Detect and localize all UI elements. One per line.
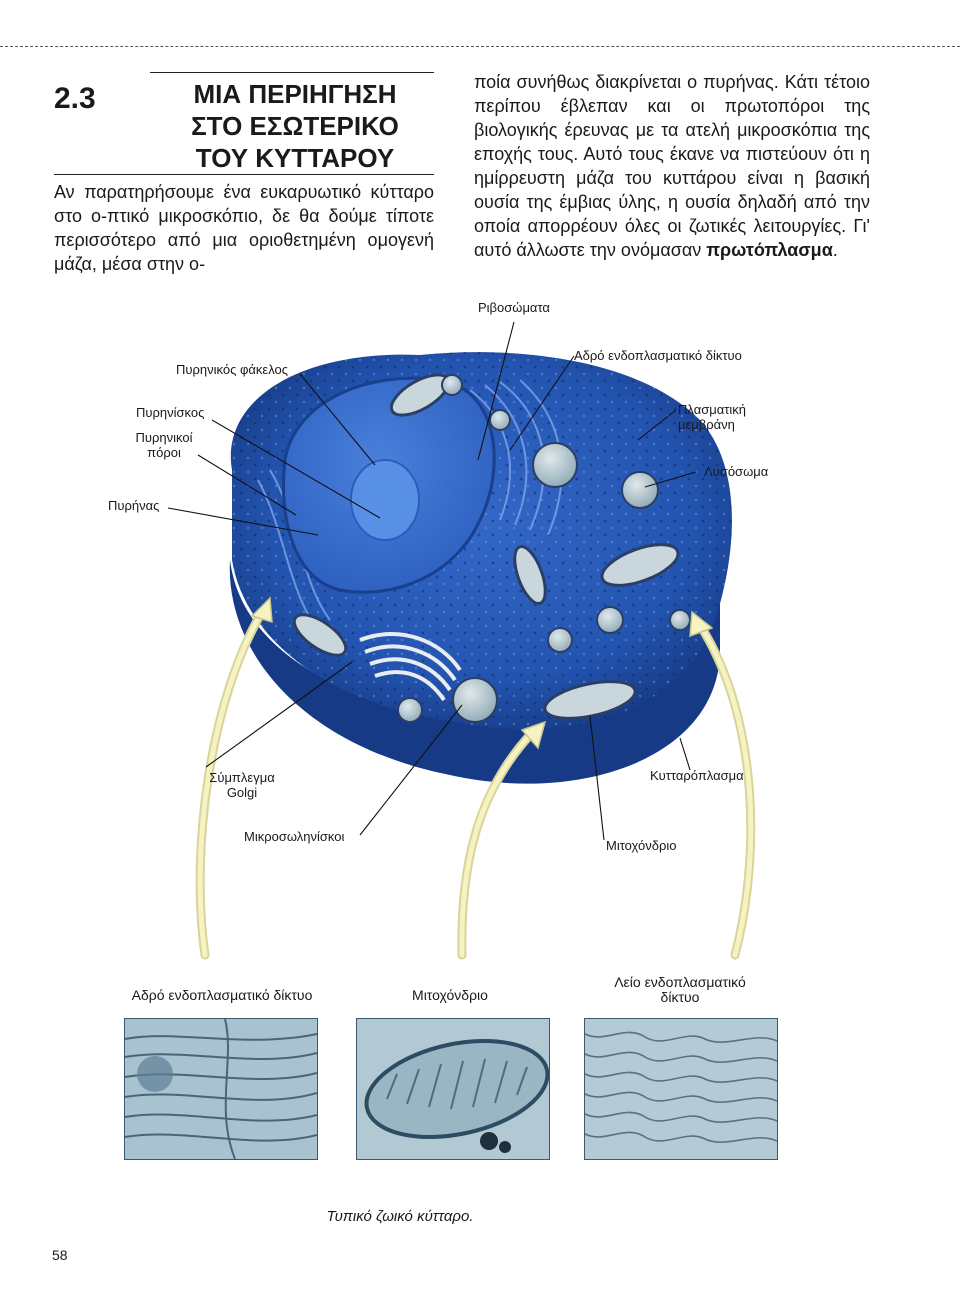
micrograph-label-smooth-er xyxy=(600,975,760,1005)
label-nuclear-pores-line-1: Πυρηνικοί xyxy=(135,430,193,445)
label-plasma-membrane-line-1: Πλασματική xyxy=(678,402,746,417)
label-plasma-membrane xyxy=(678,402,746,432)
label-nuclear-pores xyxy=(124,430,204,460)
micrograph-label-mitochondrion: Μιτοχόνδριο xyxy=(412,987,488,1003)
micrograph-smooth-er xyxy=(584,1018,778,1160)
label-ribosomes: Ριβοσώματα xyxy=(478,300,550,315)
label-microtubules: Μικροσωληνίσκοι xyxy=(244,829,345,844)
right-paragraph-end: . xyxy=(832,240,838,260)
micrograph-mitochondrion xyxy=(356,1018,550,1160)
label-nuclear-envelope: Πυρηνικός φάκελος xyxy=(176,362,288,377)
micrograph-rough-er xyxy=(124,1018,318,1160)
title-line-3: ΤΟΥ ΚΥΤΤΑΡΟΥ xyxy=(195,143,395,173)
title-line-1: ΜΙΑ ΠΕΡΙΗΓΗΣΗ xyxy=(193,79,397,109)
right-paragraph-text: ποία συνήθως διακρίνεται ο πυρήνας. Κάτι τέτοιο περίπου έβλεπαν και οι πρωτοπόροι της βιολογικής έρευνας με τα ατελή μικροσκόπια της εποχής τους. Αυτό τους έκανε να πιστεύουν ότι η ημίρρευστη μάζα του κυττάρου είναι η βασική ουσία της έμβιας ύλης, η ουσία δηλαδή από την οποία απορρέουν όλες οι ζωτικές λειτουργίες. Γι' αυτό άλλωστε την ονόμασαν xyxy=(474,72,870,260)
left-paragraph: Αν παρατηρήσουμε ένα ευκαρυωτικό κύτταρο στο ο-πτικό μικροσκόπιο, δε θα δούμε τίποτε περισσότερο από μια οριοθετημένη ομογενή μάζα, μέσα στην ο- xyxy=(54,182,434,274)
page-number: 58 xyxy=(52,1247,68,1263)
section-number: 2.3 xyxy=(54,82,96,115)
micrograph-label-rough-er: Αδρό ενδοπλασματικό δίκτυο xyxy=(131,987,313,1003)
figure-caption: Τυπικό ζωικό κύτταρο. xyxy=(326,1208,474,1225)
label-mitochondrion: Μιτοχόνδριο xyxy=(606,838,677,853)
protoplasm-term: πρωτόπλασμα xyxy=(706,240,833,260)
label-rough-er: Αδρό ενδοπλασματικό δίκτυο xyxy=(574,348,742,363)
label-golgi xyxy=(204,770,280,800)
nucleolus xyxy=(351,460,419,540)
label-nucleus: Πυρήνας xyxy=(108,498,160,513)
micrograph-label-smooth-er-line-2: δίκτυο xyxy=(660,989,700,1005)
title-line-2: ΣΤΟ ΕΣΩΤΕΡΙΚΟ xyxy=(191,111,399,141)
label-nucleolus: Πυρηνίσκος xyxy=(136,405,205,420)
label-cytoplasm: Κυτταρόπλασμα xyxy=(650,768,744,783)
label-nuclear-pores-line-2: πόροι xyxy=(147,445,181,460)
micrograph-label-smooth-er-line-1: Λείο ενδοπλασματικό xyxy=(614,974,746,990)
label-plasma-membrane-line-2: μεμβράνη xyxy=(678,417,735,432)
label-golgi-line-1: Σύμπλεγμα xyxy=(209,770,275,785)
label-lysosome: Λυσόσωμα xyxy=(704,464,769,479)
label-golgi-line-2: Golgi xyxy=(226,785,258,800)
